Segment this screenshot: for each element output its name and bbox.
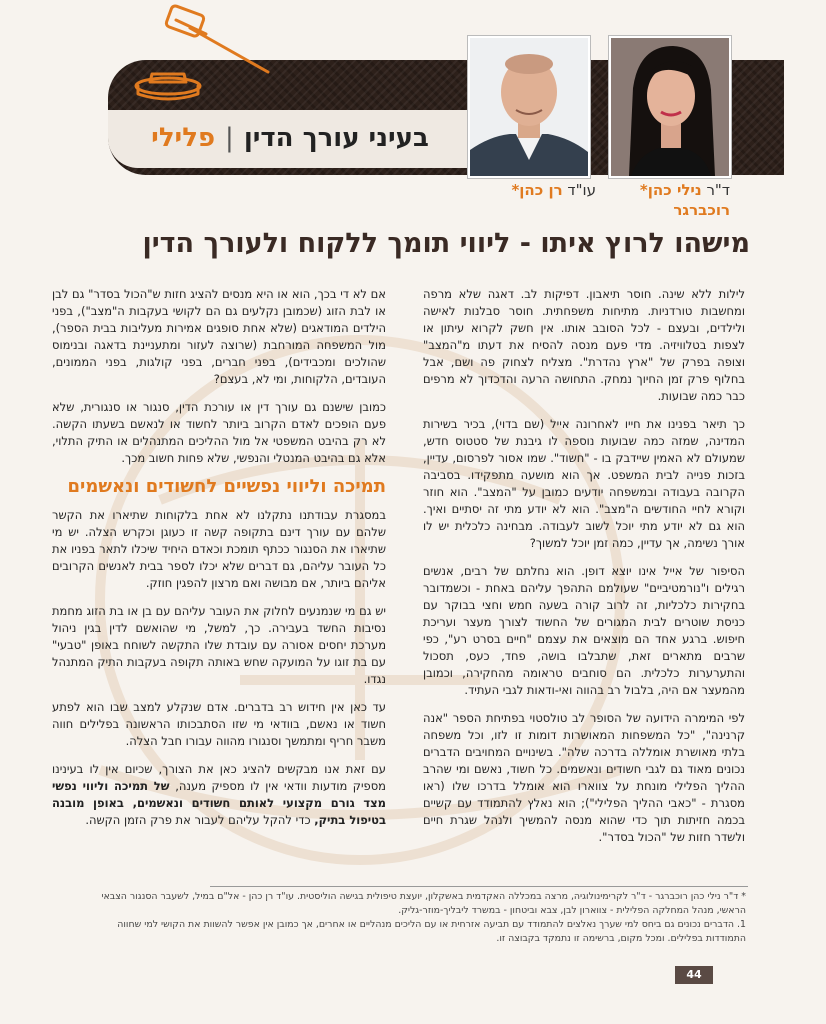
- footnote-divider: [210, 886, 748, 887]
- paragraph: במסגרת עבודתנו נתקלנו לא אחת בלקוחות שתיארו את הקשר שלהם עם עורך דינם בתקופה קשה זו כעוגן וכקרש הצלה. יש מי שתיארו את הסנגור ככתף תומכת וכאדם היחיד שיכלו לתאר בפניו את כל העובר עליהם, גם דברים שלא יכלו לספר בבית לאנשים הקרובים אליהם ביותר, אם מבושה ואם מרצון להפגין חוזק.: [52, 508, 386, 590]
- final-paragraph-end: כדי להקל עליהם לעבור את פרק הזמן הקשה.: [85, 813, 315, 827]
- column-title-accent: פלילי: [151, 123, 216, 153]
- paragraph: אם לא די בכך, הוא או היא מנסים להציג חזות ש"הכול בסדר" גם לבן או לבת הזוג (שכמובן נקלעים גם הם לקושי בעקבות ה"מצב"), בפני הילדים המודאגים (שלא אחת סופגים אמירות מעליבות בבית הספר), מול המשפחה המורחבת (שרוצה לעזור ומתעניינת בדאגה ובנימוס שהולכים ומכבידים), בפני חברים, בפני קולגות, בפני הממונים, העובדים, הלקוחות, ומי לא, בעצם?: [52, 287, 386, 386]
- paragraph: לפי המימרה הידועה של הסופר לב טולסטוי בפתיחת הספר "אנה קרנינה", "כל המשפחות המאושרות דומות זו לזו, וכל משפחה בלתי מאושרת אומללה בדרכה שלה". בשינויים המחויבים הדברים נכונים מאוד גם לגבי חשודים ונאשמים. כל חשוד, נאשם ומי שהרב ההליך הפלילי מונחת על צווארו הוא אומלל בדרכו שלו (ראו מסגרת - "כאבי ההליך הפלילי"); הוא נאלץ להתמודד עם קשיים בכמה חזיתות תוך כדי שהוא מנסה להמשיך ולנהל שגרת חיים ולשדר חזות של "הכול בסדר".: [423, 711, 745, 844]
- footnote-authors: * ד"ר נילי כהן רוכברגר - ד"ר לקרימינולוגיה, מרצה במכללה האקדמית באשקלון, יועצת טיפולית בגישה הוליסטית. עו"ד רן כהן - אל"ם במיל, לשעבר הסנגור הצבאי הראשי, מנהל המחלקה הפלילית - צווארון לבן, צבא וביטחון - במשרד ליבליך-מוזר-גליק.: [101, 891, 746, 916]
- column-title-separator: |: [225, 123, 234, 153]
- article-headline: מישהו לרוץ איתו - ליווי תומך ללקוח ולעורך הדין: [142, 228, 750, 259]
- section-subheading: תמיכה וליווי נפשיים לחשודים ונאשמים: [67, 476, 386, 497]
- author-photo-nili-cohen-rochberger: [609, 36, 731, 178]
- paragraph: לילות ללא שינה. חוסר תיאבון. דפיקות לב. דאגה שלא מרפה ומחשבות טורדניות. מתיחות משפחתית. חוסר סבלנות לאישה ולילדים, ובעצם - לכל הסובב אותו. אין חשק לקרוא עיתון או לצפות בטלוויזיה. מדי פעם מנסה להסיח את דעתו מ"המצב" וצופה בפרק של "ארץ נהדרת". מצליח לצחוק פה ושם, אבל בחלוף פרק זמן החיוך נמחק. התחושה הרעה והדכדוך לא מרפים כבר כמה שבועות.: [423, 287, 745, 403]
- author-name: נילי כהן*: [639, 181, 702, 199]
- author-photo-ran-cohen: [468, 36, 590, 178]
- final-paragraph-start: עם זאת אנו מבקשים להציג כאן את הצורך, שכיום אין לו בעינינו מספיק מודעות וודאי אין לו מספיק מענה,: [52, 762, 386, 793]
- paragraph: עד כאן אין חידוש רב בדברים. אדם שנקלע למצב שבו הוא לפתע חשוד או נאשם, בוודאי מי שזו הסתבכותו הראשונה בפלילים חווה משבר חריף ומתמשך וסנגורו מהווה עבורו חבל הצלה.: [52, 700, 386, 748]
- author-caption-nili: [600, 180, 730, 220]
- author-title: ד"ר: [706, 181, 730, 199]
- column-title: [130, 113, 450, 163]
- gavel-icon: [128, 4, 278, 104]
- author-caption-ran: [456, 180, 596, 200]
- portrait-nili: [611, 38, 729, 176]
- final-paragraph: [52, 761, 386, 829]
- final-paragraph-emphasis: של תמיכה וליווי נפשי מצד גורם מקצועי לאותם חשודים ונאשמים, באופן מובנה בטיפול בתיק,: [52, 779, 386, 827]
- footnote-1: 1. הדברים נכונים גם ביחס למי שערך נאלצים להתמודד עם תביעה אזרחית או עם הליכים מנהליים או אחרים, אך כמובן אין אפשר להשוות את הקושי למי שחווה התמודדות בפלילים. ומכל מקום, ברשימה זו נתמקד בקבוצה זו.: [117, 919, 746, 944]
- footnotes: [80, 890, 746, 946]
- author-name: רן כהן*: [511, 181, 563, 199]
- author-title: עו"ד: [567, 181, 596, 199]
- paragraph: הסיפור של אייל אינו יוצא דופן. הוא נחלתם של רבים, אנשים רגילים ו"נורמטיביים" שעולמם התהפך עליהם באחת - וכשמדובר בחקירות כלכליות, זה לרוב קורה בשעה חמש וחצי בבוקר עם כניסת שוטרים לבית המגורים של החשוד לצורך מעצר ועריכת חיפוש. ברגע אחד הם מוצאים את עצמם "חיים בסרט רע", כפי שרבים מתארים זאת, שתבלבו בושה, פחד, כעס, תסכול והתערערות כלכלית. הם סוחבים טראומה מהחקירה, וכמובן מהמעצר אם היה, בלבול רב בהווה ואי-ודאות לגבי העתיד.: [423, 564, 745, 697]
- article-column-right: [423, 286, 745, 857]
- page-number: 44: [675, 966, 713, 984]
- paragraph: כך תיאר בפנינו את חייו לאחרונה אייל (שם בדוי), בכיר בשירות המדינה, שמזה כמה שבועות נוספה לו גיבנת של סטטוס חדש, שמעולם לא האמין שיידבק בו - "חשוד". שמו אסור לפרסום, עדיין, בזכות פנייה לבית המשפט. אך הוא מושעה מתפקידו. בסביבה הקרובה בעבודה ובמשפחה יודעים כמובן על "המצב". הוא חוזר וקורא לחיי החודשים ה"מצב". הוא לא יודע מתי זה יסתיים ואיך. הוא גם לא יודע מתי יוכל לשוב לעבודה. מבחינה כלכלית יש לו אורך נשימה, אך עדיין, כמה זמן יוכל למשוך?: [423, 417, 745, 550]
- paragraph: כמובן שישנם גם עורך דין או עורכת הדין, סנגור או סנגורית, שלא פעם הופכים לאדם הקרוב ביותר לחשוד או לנאשם בשעתו הקשה. לא רק בהיבט המשפטי אל מול ההליכים המתנהלים או התיק התלוי, אלא גם בהיבט המנטלי והנפשי, שלא פחות חשוב מכך.: [52, 400, 386, 465]
- column-title-main: בעיני עורך הדין: [243, 123, 429, 153]
- paragraph: יש גם מי שנמנעים לחלוק את העובר עליהם עם בן או בת הזוג מחמת נסיבות החשד בעבירה. כך, למשל, מי שהואשם לדין בגין ניהול מערכת יחסים אסורה עם עובדת שלו התקשה לשוחח באופן "טבעי" עם בת זוגו על המועקה שחש באותה תקופה בעקבות התיק המתנהל נגדו.: [52, 604, 386, 686]
- portrait-ran: [470, 38, 588, 176]
- article-column-left: [52, 286, 386, 840]
- author-name-line2: רוכברגר: [673, 201, 730, 219]
